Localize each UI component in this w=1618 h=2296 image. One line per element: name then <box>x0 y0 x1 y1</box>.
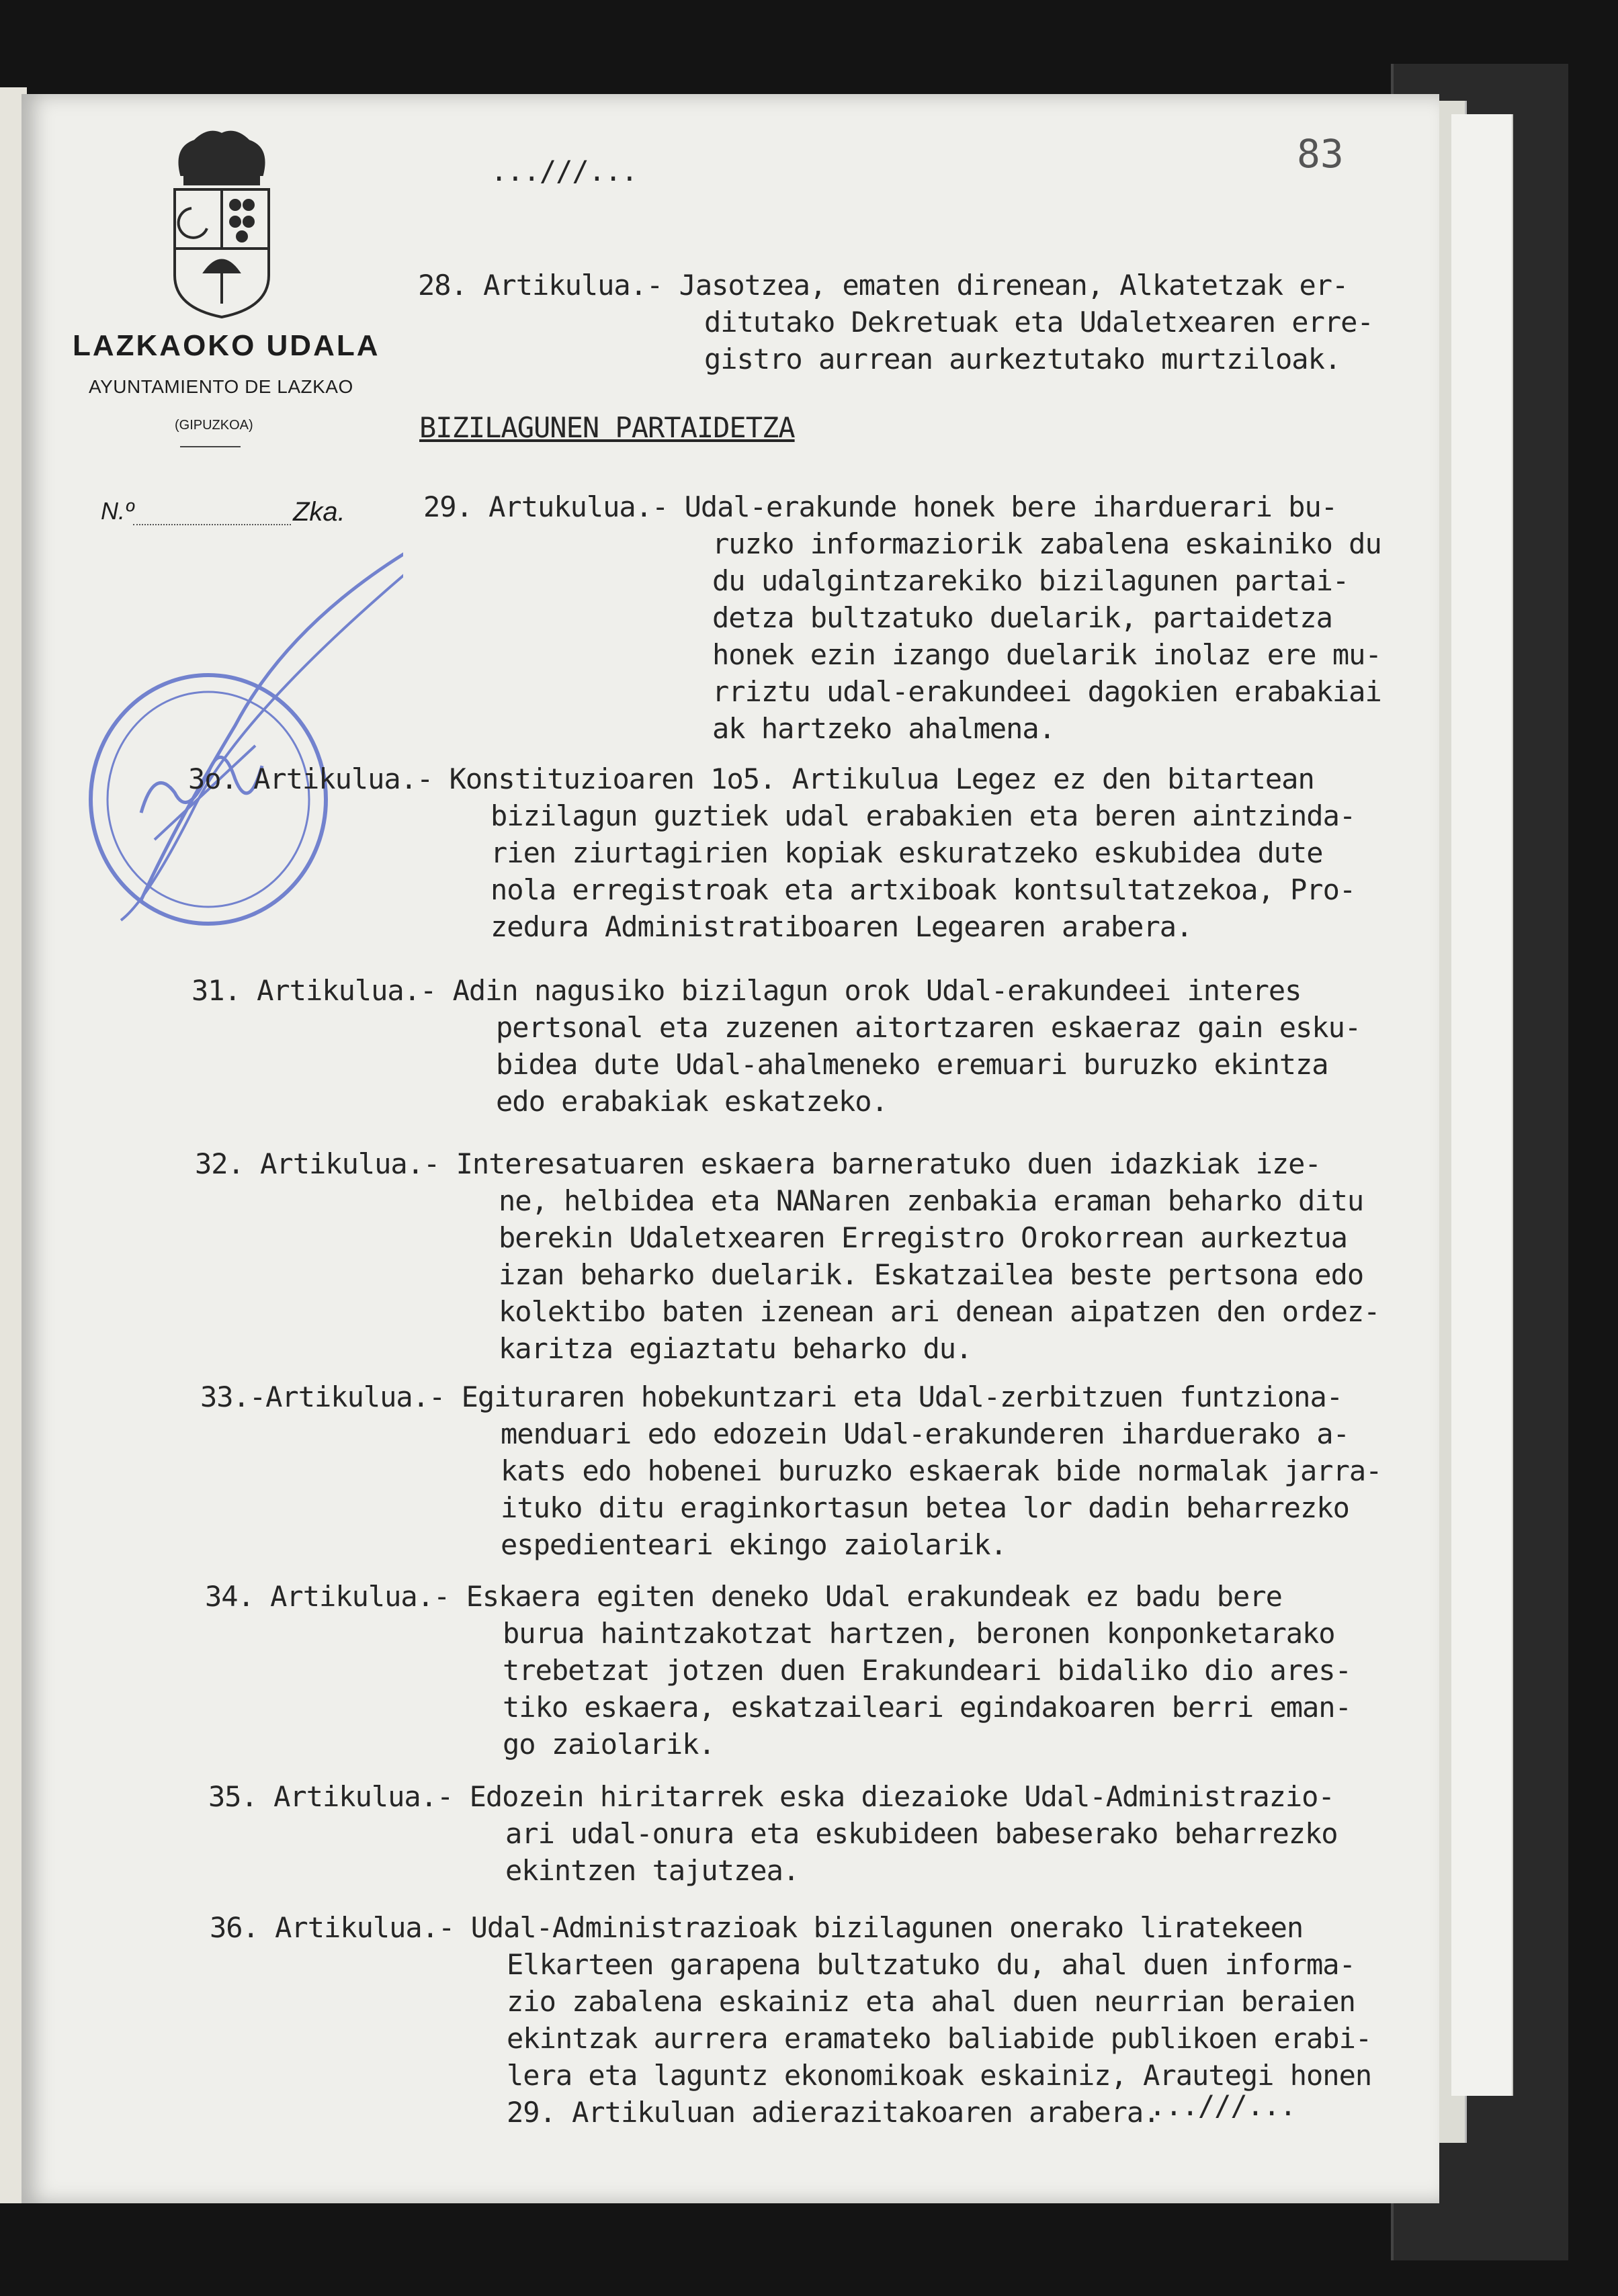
document-line: menduari edo edozein Udal-erakunderen iharduerako a- <box>501 1417 1349 1450</box>
top-continuation-marker: ...///... <box>491 154 638 187</box>
document-line: berekin Udaletxearen Erregistro Orokorrean aurkeztua <box>499 1221 1347 1254</box>
document-line: 29. Artukulua.- Udal-erakunde honek bere iharduerari bu- <box>423 490 1338 523</box>
document-line: 29. Artikuluan adierazitakoaren arabera. <box>507 2096 1160 2129</box>
municipality-title: LAZKAOKO UDALA <box>73 329 380 362</box>
document-line: ari udal-onura eta eskubideen babeserako beharrezko <box>505 1817 1338 1850</box>
document-line: trebetzat jotzen duen Erakundeari bidaliko dio ares- <box>503 1654 1351 1687</box>
document-line: go zaiolarik. <box>503 1728 715 1761</box>
document-line: nola erregistroak eta artxiboak kontsultatzekoa, Pro- <box>491 873 1356 906</box>
municipality-subtitle: AYUNTAMIENTO DE LAZKAO <box>89 376 353 397</box>
document-line: ekintzak aurrera eramateko baliabide publikoen erabi- <box>507 2022 1372 2055</box>
document-line: bizilagun guztiek udal erabakien eta beren aintzinda- <box>491 799 1356 832</box>
document-line: du udalgintzarekiko bizilagunen partai- <box>712 564 1349 597</box>
document-line: 28. Artikulua.- Jasotzea, ematen direnean, Alkatetzak er- <box>418 269 1349 302</box>
number-label: N.º <box>101 497 134 525</box>
document-line: 34. Artikulua.- Eskaera egiten deneko Udal erakundeak ez badu bere <box>205 1580 1282 1613</box>
coat-of-arms-icon <box>155 128 289 322</box>
document-line: honek ezin izango duelarik inolaz ere mu- <box>712 638 1381 671</box>
document-line: ekintzen tajutzea. <box>505 1854 800 1887</box>
letterhead-rule <box>180 446 241 447</box>
official-stamp-icon <box>40 524 403 994</box>
document-line: espedienteari ekingo zaiolarik. <box>501 1528 1007 1561</box>
province-label: (GIPUZKOA) <box>175 418 253 433</box>
document-line: 35. Artikulua.- Edozein hiritarrek eska diezaioke Udal-Administrazio- <box>208 1780 1334 1813</box>
document-line: ak hartzeko ahalmena. <box>712 712 1056 745</box>
document-line: zedura Administratiboaren Legearen arabera. <box>491 910 1193 943</box>
document-line: burua haintzakotzat hartzen, beronen konponketarako <box>503 1617 1335 1650</box>
document-line: detza bultzatuko duelarik, partaidetza <box>712 601 1332 634</box>
document-line: kats edo hobenei buruzko eskaerak bide normalak jarra- <box>501 1454 1382 1487</box>
document-line: ruzko informaziorik zabalena eskainiko du <box>712 527 1381 560</box>
document-line: 32. Artikulua.- Interesatuaren eskaera barneratuko duen idazkiak ize- <box>195 1147 1321 1180</box>
document-line: zio zabalena eskainiz eta ahal duen neurrian beraien <box>507 1985 1355 2018</box>
document-line: ne, helbidea eta NANaren zenbakia eraman beharko ditu <box>499 1184 1364 1217</box>
document-line: lera eta laguntz ekonomikoak eskainiz, Arautegi honen <box>507 2059 1372 2092</box>
document-line: bidea dute Udal-ahalmeneko eremuari buruzko ekintza <box>496 1048 1328 1081</box>
document-line: karitza egiaztatu beharko du. <box>499 1332 972 1365</box>
document-line: Elkarteen garapena bultzatuko du, ahal duen informa- <box>507 1948 1355 1981</box>
document-line: rien ziurtagirien kopiak eskuratzeko eskubidea dute <box>491 836 1323 869</box>
document-line: 33.-Artikulua.- Egituraren hobekuntzari eta Udal-zerbitzuen funtziona- <box>200 1380 1343 1413</box>
zka-label: Zka. <box>293 497 345 527</box>
document-line: tiko eskaera, eskatzaileari egindakoaren berri eman- <box>503 1691 1351 1724</box>
document-line: ditutako Dekretuak eta Udaletxearen erre- <box>704 306 1373 339</box>
section-heading: BIZILAGUNEN PARTAIDETZA <box>419 411 795 444</box>
document-line: gistro aurrean aurkeztutako murtziloak. <box>704 343 1341 376</box>
document-line: pertsonal eta zuzenen aitortzaren eskaeraz gain esku- <box>496 1011 1361 1044</box>
document-line: edo erabakiak eskatzeko. <box>496 1085 888 1118</box>
document-line: 31. Artikulua.- Adin nagusiko bizilagun orok Udal-erakundeei interes <box>191 974 1302 1007</box>
document-line: 36. Artikulua.- Udal-Administrazioak bizilagunen onerako liratekeen <box>210 1911 1304 1944</box>
document-line: kolektibo baten izenean ari denean aipatzen den ordez- <box>499 1295 1380 1328</box>
document-line: rriztu udal-erakundeei dagokien erabakiai <box>712 675 1381 708</box>
document-line: 3o. Artikulua.- Konstituzioaren 1o5. Artikulua Legez ez den bitartean <box>188 762 1314 795</box>
page-stack-edge <box>1451 114 1513 2096</box>
bottom-continuation-marker: ...///... <box>1149 2089 1296 2122</box>
document-line: ituko ditu eraginkortasun betea lor dadin beharrezko <box>501 1491 1349 1524</box>
document-line: izan beharko duelarik. Eskatzailea beste pertsona edo <box>499 1258 1364 1291</box>
page-number: 83 <box>1297 131 1344 177</box>
